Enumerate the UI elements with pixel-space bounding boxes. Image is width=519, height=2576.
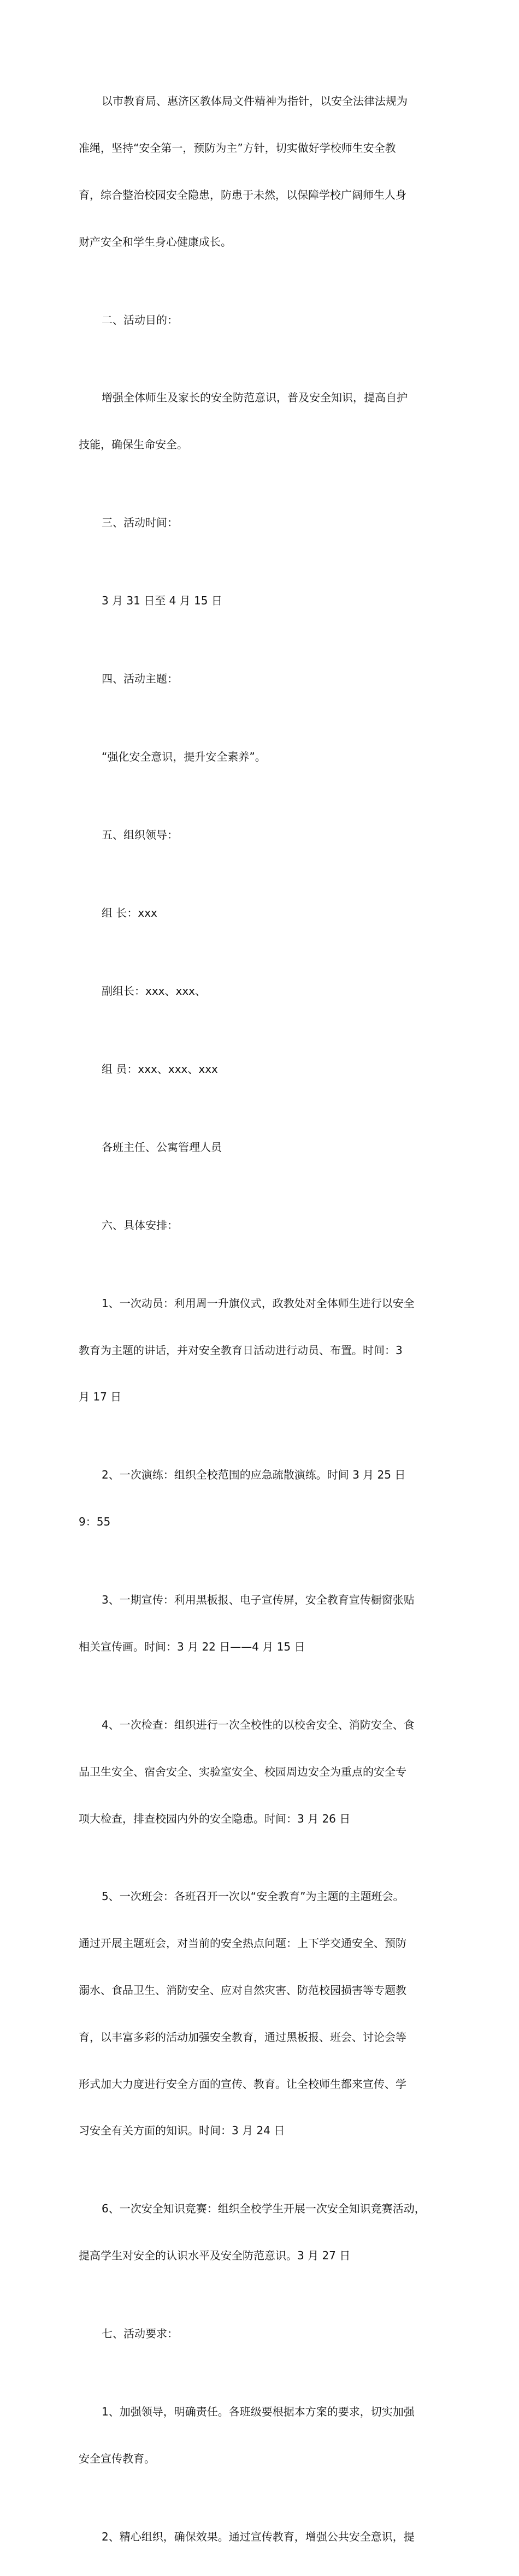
text-line: 6、一次安全知识竞赛：组织全校学生开展一次安全知识竞赛活动， (102, 2202, 426, 2216)
text-line: 3、一期宣传：利用黑板报、电子宣传屏，安全教育宣传橱窗张贴 (102, 1593, 415, 1607)
heading-text: 五、组织领导： (102, 828, 178, 842)
text-line: 习安全有关方面的知识。时间：3 月 24 日 (79, 2124, 285, 2138)
arrangement-item-5 (79, 1857, 441, 2170)
arrangement-item-6 (79, 2170, 441, 2295)
text-line: 溺水、食品卫生、消防安全、应对自然灾害、防范校园损害等专题教 (79, 1984, 406, 1997)
text-line: 财产安全和学生身心健康成长。 (79, 235, 232, 248)
text-line: 3 月 31 日至 4 月 15 日 (102, 594, 222, 608)
heading-text: 二、活动目的： (102, 313, 178, 327)
text-line: 技能，确保生命安全。 (79, 438, 188, 452)
intro-paragraph (79, 62, 441, 281)
text-line: “强化安全意识，提升安全素养”。 (102, 750, 266, 764)
leader-line (79, 874, 441, 952)
members-line (79, 1030, 441, 1108)
staff-line (79, 1108, 441, 1186)
text-line: 副组长：xxx、xxx、 (102, 984, 207, 998)
text-line: 增强全体师生及家长的安全防范意识，普及安全知识，提高自护 (102, 391, 408, 405)
vice-leader-line (79, 952, 441, 1030)
text-line: 准绳，坚持“安全第一，预防为主”方针，切实做好学校师生安全教 (79, 141, 396, 155)
heading-text: 七、活动要求： (102, 2327, 178, 2341)
text-line: 育，综合整治校园安全隐患，防患于未然，以保障学校广阔师生人身 (79, 188, 406, 201)
heading-text: 三、活动时间： (102, 516, 178, 530)
requirement-item-2 (79, 2498, 441, 2576)
text-line: 2、一次演练：组织全校范围的应急疏散演练。时间 3 月 25 日 (102, 1468, 406, 1482)
requirement-item-1 (79, 2373, 441, 2498)
section-heading-theme (79, 640, 441, 718)
text-line: 以市教育局、惠济区教体局文件精神为指针，以安全法律法规为 (102, 94, 408, 108)
heading-text: 六、具体安排： (102, 1218, 178, 1232)
text-line: 各班主任、公寓管理人员 (102, 1140, 222, 1154)
arrangement-item-1 (79, 1265, 441, 1437)
text-line: 组 长：xxx (102, 906, 157, 920)
text-line: 月 17 日 (79, 1390, 122, 1404)
text-line: 组 员：xxx、xxx、xxx (102, 1063, 218, 1076)
arrangement-item-3 (79, 1561, 441, 1686)
text-line: 2、精心组织，确保效果。通过宣传教育，增强公共安全意识，提 (102, 2530, 415, 2543)
time-paragraph (79, 562, 441, 640)
section-heading-purpose (79, 281, 441, 359)
section-heading-time (79, 484, 441, 562)
theme-paragraph (79, 718, 441, 796)
text-line: 1、一次动员：利用周一升旗仪式，政教处对全体师生进行以安全 (102, 1296, 415, 1310)
text-line: 形式加大力度进行安全方面的宣传、教育。让全校师生都来宣传、学 (79, 2077, 406, 2091)
arrangement-item-4 (79, 1686, 441, 1858)
text-line: 9：55 (79, 1515, 111, 1529)
text-line: 5、一次班会：各班召开一次以“安全教育”为主题的主题班会。 (102, 1890, 404, 1903)
text-line: 4、一次检查：组织进行一次全校性的以校舍安全、消防安全、食 (102, 1718, 415, 1731)
text-line: 相关宣传画。时间：3 月 22 日——4 月 15 日 (79, 1640, 305, 1653)
purpose-paragraph (79, 359, 441, 484)
text-line: 安全宣传教育。 (79, 2452, 155, 2465)
text-line: 教育为主题的讲话，并对安全教育日活动进行动员、布置。时间：3 (79, 1343, 403, 1357)
text-line: 提高学生对安全的认识水平及安全防范意识。3 月 27 日 (79, 2249, 351, 2263)
text-line: 育，以丰富多彩的活动加强安全教育，通过黑板报、班会、讨论会等 (79, 2030, 406, 2044)
text-line: 品卫生安全、宿舍安全、实验室安全、校园周边安全为重点的安全专 (79, 1765, 406, 1778)
arrangement-item-2 (79, 1436, 441, 1561)
text-line: 通过开展主题班会，对当前的安全热点问题：上下学交通安全、预防 (79, 1937, 406, 1950)
section-heading-requirements (79, 2295, 441, 2373)
section-heading-arrangement (79, 1186, 441, 1265)
heading-text: 四、活动主题： (102, 672, 178, 686)
text-line: 项大检查，排查校园内外的安全隐患。时间：3 月 26 日 (79, 1812, 351, 1825)
text-line: 1、加强领导，明确责任。各班级要根据本方案的要求，切实加强 (102, 2405, 415, 2419)
document-page (79, 62, 441, 2576)
section-heading-leadership (79, 796, 441, 874)
